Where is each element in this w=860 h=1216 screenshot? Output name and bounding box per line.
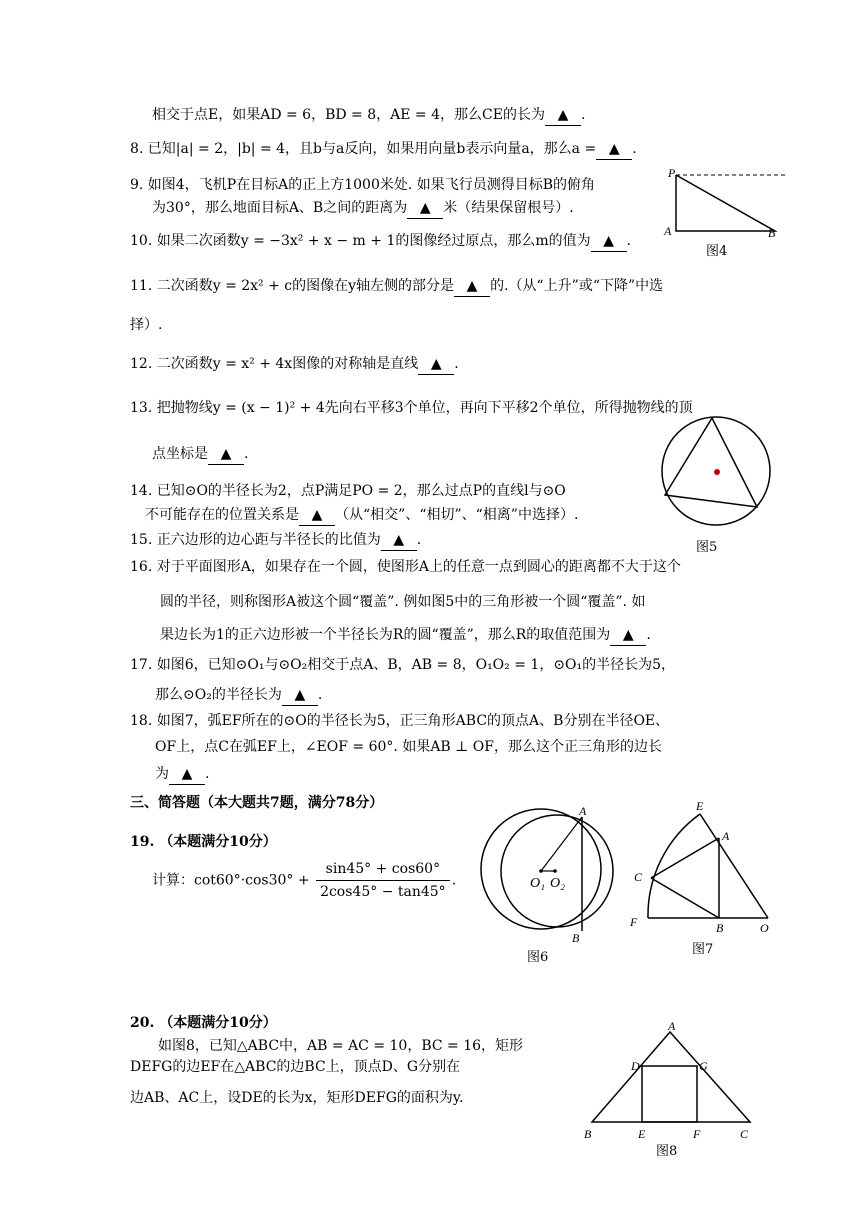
label-P: P — [668, 166, 676, 180]
label-F: F — [630, 915, 638, 929]
question-17-line2: 那么⊙O₂的半径长为 ▲ . — [155, 685, 322, 706]
question-17-line1: 17. 如图6，已知⊙O₁与⊙O₂相交于点A、B，AB = 8，O₁O₂ = 1，⊙O₁的半径长为5， — [130, 657, 676, 673]
label-B: B — [768, 226, 776, 240]
question-16-line3: 果边长为1的正六边形被一个半径长为R的圆“覆盖”，那么R的取值范围为 ▲ . — [160, 625, 651, 646]
answer-blank: ▲ — [381, 530, 417, 551]
question-13-line1: 13. 把抛物线y = (x − 1)² + 4先向右平移3个单位，再向下平移2个单位，所得抛物线的顶 — [130, 400, 693, 416]
question-18-line1: 18. 如图7，弧EF所在的⊙O的半径长为5，正三角形ABC的顶点A、B分别在半径OE、 — [130, 713, 670, 729]
question-9-line2: 为30°，那么地面目标A、B之间的距离为 ▲ 米（结果保留根号）. — [152, 198, 574, 219]
question-20-line3: 边AB、AC上，设DE的长为x，矩形DEFG的面积为y. — [130, 1090, 464, 1106]
question-8: 8. 已知|a| = 2，|b| = 4，且b与a反向，如果用向量b表示向量a，那么a = ▲ . — [130, 139, 637, 160]
label-A: A — [722, 829, 730, 843]
answer-blank: ▲ — [545, 105, 581, 126]
label-B: B — [716, 921, 724, 935]
question-20-line1: 如图8，已知△ABC中，AB = AC = 10，BC = 16，矩形 — [158, 1038, 524, 1054]
question-19-expression: 计算：cot60°·cos30° + $\frac{\sin 45^\circ + \cos 60^\circ}{2\cos 45^\circ - \tan 45^\circ}$ . — [152, 858, 456, 903]
question-20-line2: DEFG的边EF在△ABC的边BC上，顶点D、G分别在 — [130, 1059, 461, 1075]
question-14-line2: 不可能存在的位置关系是 ▲ （从“相交”、“相切”、“相离”中选择）. — [145, 505, 578, 526]
figure-6-caption: 图6 — [527, 950, 549, 965]
section-3-title: 三、简答题（本大题共7题，满分78分） — [130, 795, 384, 811]
figure-7 — [628, 800, 778, 935]
answer-blank: ▲ — [591, 231, 627, 252]
question-20-title: 20. （本题满分10分） — [130, 1015, 277, 1031]
answer-blank: ▲ — [418, 354, 454, 375]
fraction-numerator: sin45° + cos60° — [316, 858, 450, 881]
figure-5-caption: 图5 — [696, 540, 718, 555]
figure-5 — [660, 415, 775, 535]
question-18-line3: 为 ▲ . — [155, 764, 209, 785]
question-11-line2: 择）. — [130, 317, 163, 333]
center-dot — [714, 469, 720, 475]
answer-blank: ▲ — [169, 764, 205, 785]
figure-8-caption: 图8 — [656, 1144, 678, 1159]
question-14-line1: 14. 已知⊙O的半径长为2，点P满足PO = 2，那么过点P的直线l与⊙O — [130, 483, 566, 499]
label-O1: O₁ — [530, 876, 545, 891]
fraction-denominator: 2cos45° − tan45° — [320, 884, 446, 900]
question-19-title: 19. （本题满分10分） — [130, 834, 277, 850]
label-O2: O₂ — [550, 876, 565, 891]
figure-4-caption: 图4 — [706, 244, 728, 259]
figure-7-caption: 图7 — [692, 942, 714, 957]
question-12: 12. 二次函数y = x² + 4x图像的对称轴是直线 ▲ . — [130, 354, 459, 375]
label-F: F — [693, 1127, 701, 1141]
question-10: 10. 如果二次函数y = −3x² + x − m + 1的图像经过原点，那么m的值为 ▲ . — [130, 231, 631, 252]
figure-8 — [582, 1019, 757, 1144]
label-E: E — [696, 799, 704, 813]
label-B: B — [572, 931, 580, 945]
label-G: G — [699, 1059, 708, 1073]
answer-blank: ▲ — [596, 139, 632, 160]
label-A: A — [579, 804, 587, 818]
label-A: A — [664, 224, 672, 238]
label-D: D — [631, 1059, 640, 1073]
question-9-line1: 9. 如图4，飞机P在目标A的正上方1000米处. 如果飞行员测得目标B的俯角 — [130, 177, 596, 193]
question-16-line1: 16. 对于平面图形A，如果存在一个圆，使图形A上的任意一点到圆心的距离都不大于这个 — [130, 559, 681, 575]
answer-blank: ▲ — [407, 198, 443, 219]
q7-continuation: 相交于点E，如果AD = 6，BD = 8，AE = 4，那么CE的长为 ▲ . — [152, 105, 585, 126]
question-18-line2: OF上，点C在弧EF上，∠EOF = 60°. 如果AB ⊥ OF，那么这个正三角形的边长 — [155, 739, 662, 755]
answer-blank: ▲ — [299, 505, 335, 526]
label-C: C — [740, 1127, 749, 1141]
fraction — [316, 858, 450, 903]
label-B: B — [584, 1127, 592, 1141]
figure-4 — [660, 165, 790, 245]
answer-blank: ▲ — [610, 625, 646, 646]
label-C: C — [634, 870, 643, 884]
answer-blank: ▲ — [454, 276, 490, 297]
answer-blank: ▲ — [208, 444, 244, 465]
question-15: 15. 正六边形的边心距与半径长的比值为 ▲ . — [130, 530, 421, 551]
question-16-line2: 圆的半径，则称图形A被这个圆“覆盖”. 例如图5中的三角形被一个圆“覆盖”. 如 — [160, 594, 646, 610]
answer-blank: ▲ — [282, 685, 318, 706]
question-13-line2: 点坐标是 ▲ . — [152, 444, 248, 465]
label-O: O — [760, 921, 769, 935]
label-A: A — [668, 1019, 676, 1033]
figure-6 — [475, 805, 625, 945]
question-11-line1: 11. 二次函数y = 2x² + c的图像在y轴左侧的部分是 ▲ 的.（从“上升”或“下降”中选 — [130, 276, 663, 297]
label-E: E — [638, 1127, 646, 1141]
